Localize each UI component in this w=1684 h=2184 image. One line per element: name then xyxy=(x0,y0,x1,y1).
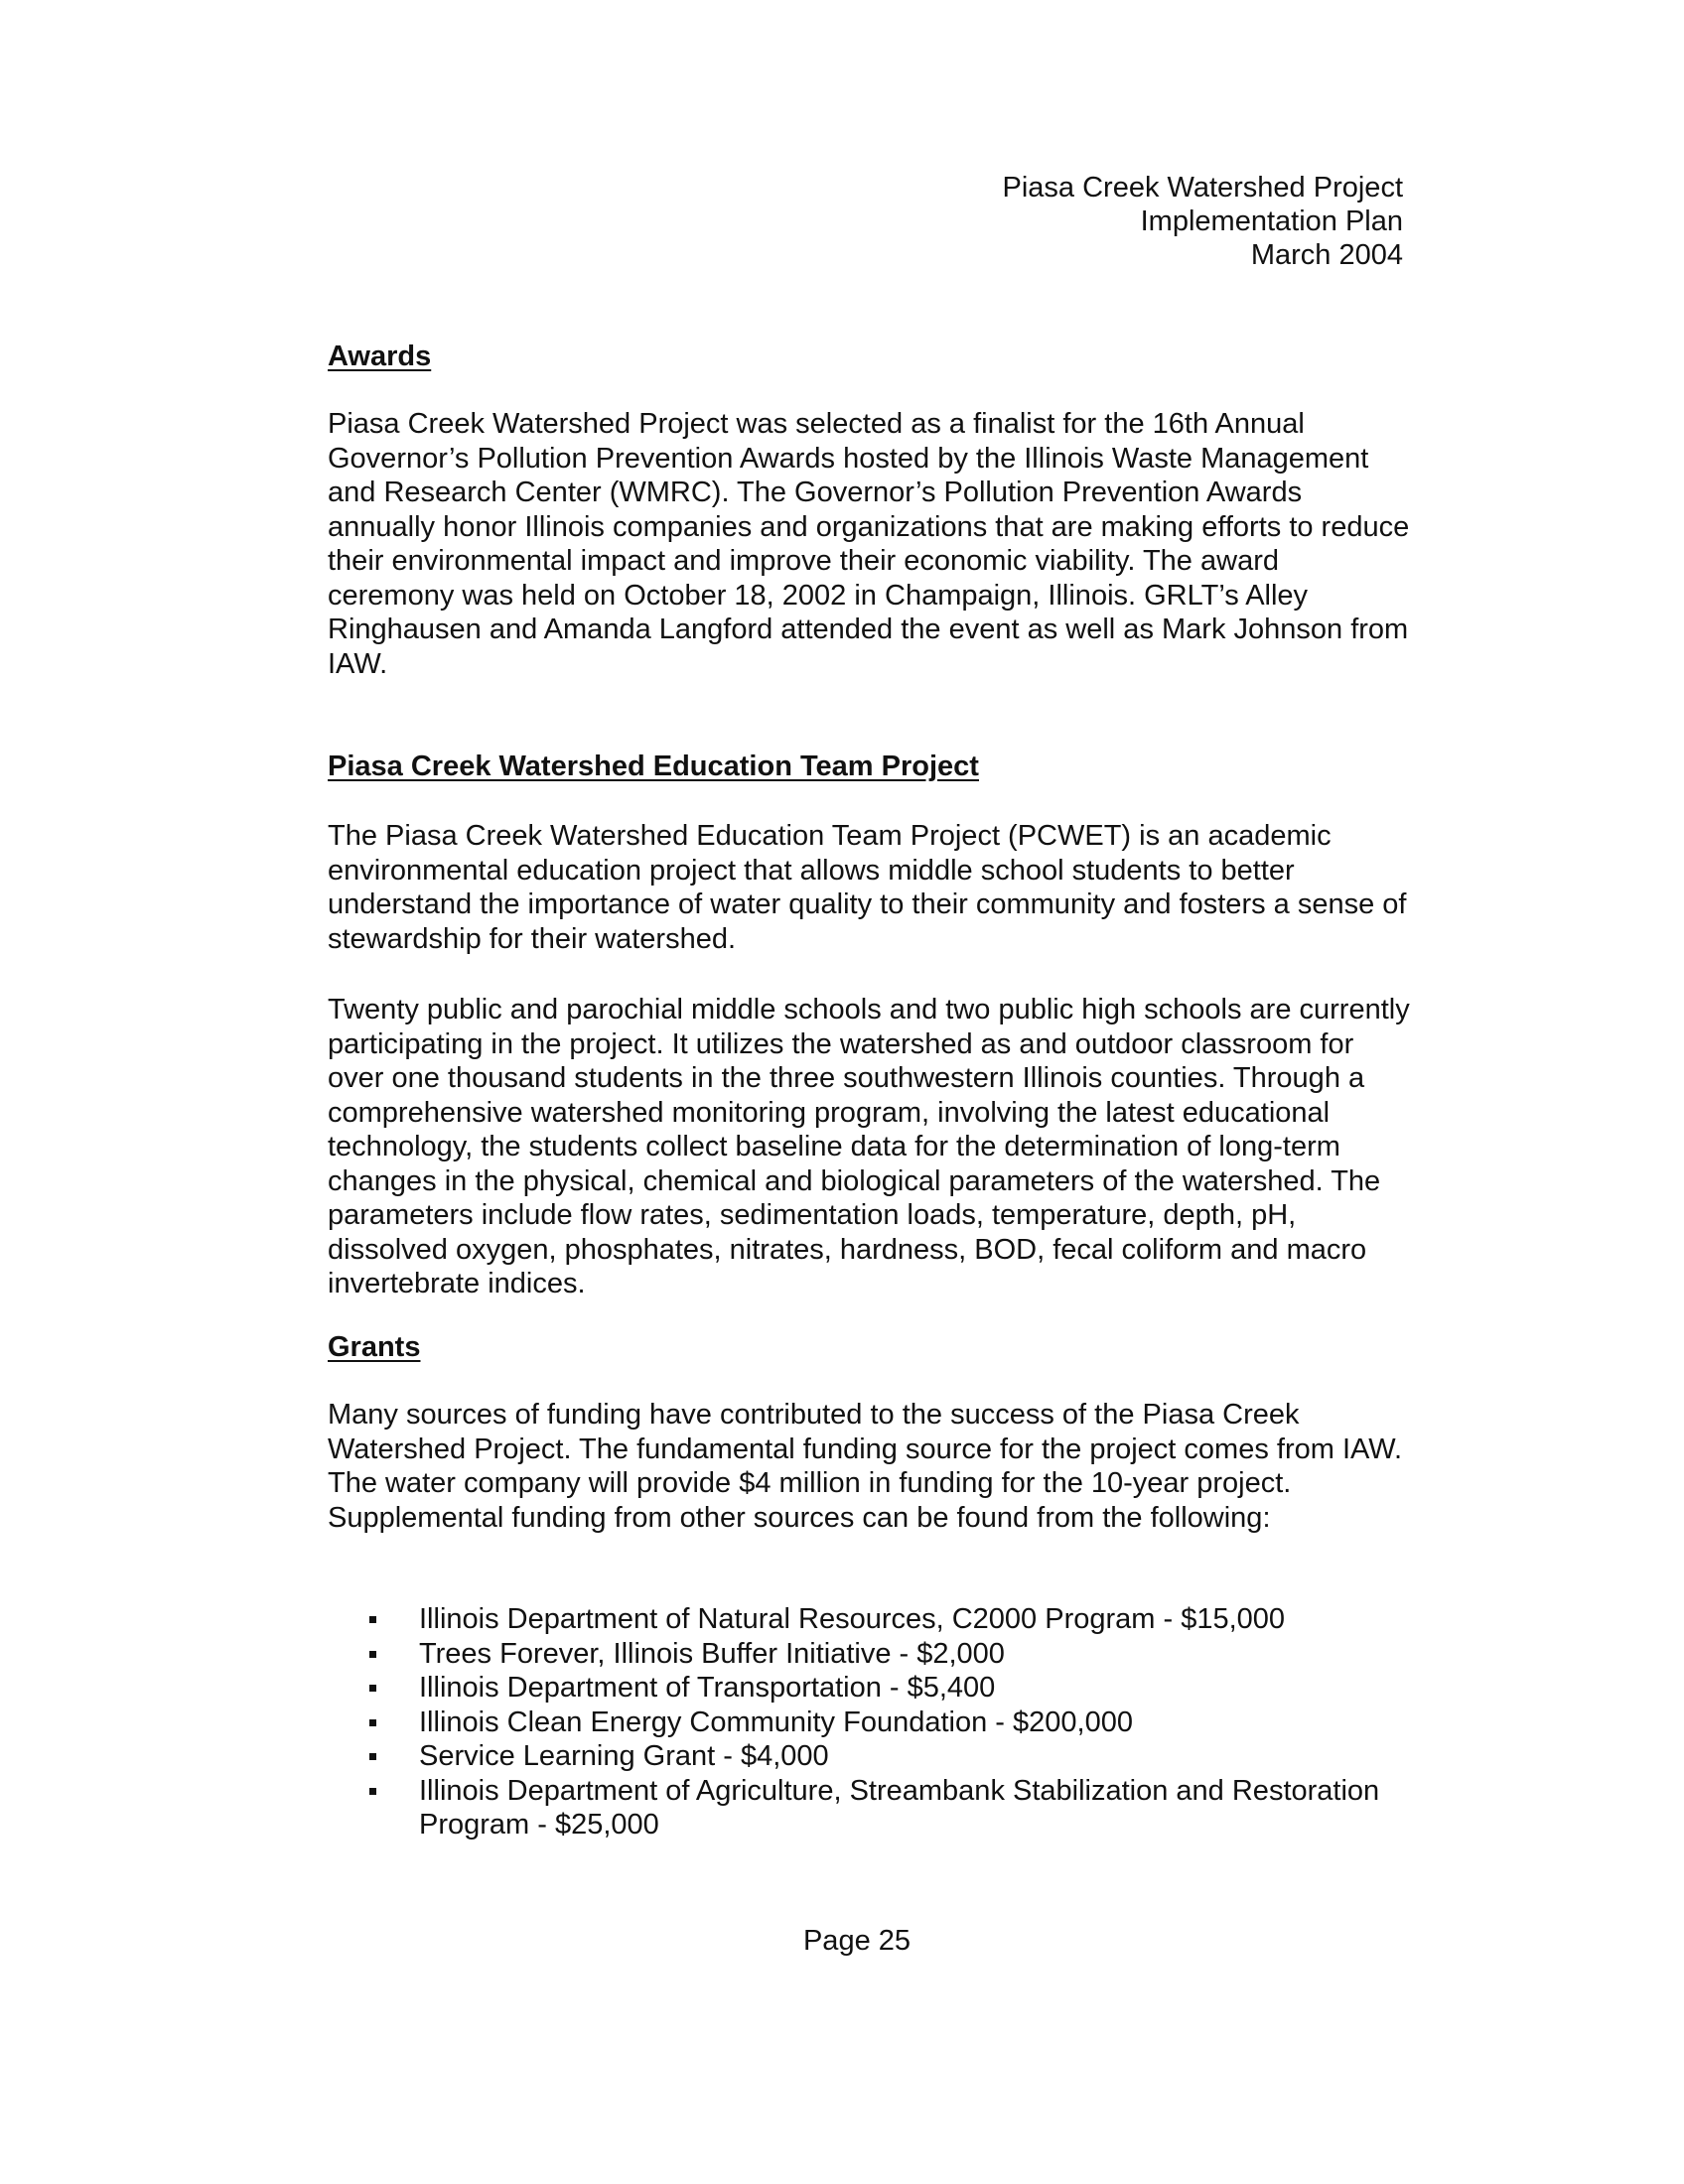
list-item xyxy=(369,1774,1382,1843)
list-item-text: Illinois Department of Natural Resources, C2000 Program - $15,000 xyxy=(419,1603,1286,1635)
document-header xyxy=(1003,171,1403,272)
list-item-text: Illinois Clean Energy Community Foundation - $200,000 xyxy=(419,1706,1133,1738)
square-bullet-icon xyxy=(369,1753,376,1760)
awards-heading: Awards xyxy=(328,341,432,372)
pcwet-paragraph-2: Twenty public and parochial middle schools and two public high schools are currently participating in the project. It utilizes the watershed as and outdoor classroom for over one thousand students in the three southwestern Illinois counties. Through a comprehensive watershed monitoring program, involving the latest educational technology, the students collect baseline data for the determination of long-term changes in the physical, chemical and biological parameters of the watershed. The parameters include flow rates, sedimentation loads, temperature, depth, pH, dissolved oxygen, phosphates, nitrates, hardness, BOD, fecal coliform and macro invertebrate indices. xyxy=(328,994,1410,1299)
pcwet-paragraph-1: The Piasa Creek Watershed Education Team Project (PCWET) is an academic environmental education project that allows middle school students to better understand the importance of water quality to their community and fosters a sense of stewardship for their watershed. xyxy=(328,820,1407,955)
list-item-text: Service Learning Grant - $4,000 xyxy=(419,1740,829,1772)
pcwet-section-intro xyxy=(328,819,1410,956)
grants-paragraph: Many sources of funding have contributed to the success of the Piasa Creek Watershed Project. The fundamental funding source for the project comes from IAW. The water company will provide $4 million in funding for the 10-year project. Supplemental funding from other sources can be found from the following: xyxy=(328,1399,1403,1534)
page-number: Page 25 xyxy=(802,1925,912,1957)
grants-funding-list xyxy=(369,1602,1382,1843)
square-bullet-icon xyxy=(369,1685,376,1692)
list-item-text: Trees Forever, Illinois Buffer Initiative - $2,000 xyxy=(419,1637,1005,1670)
header-date: March 2004 xyxy=(1250,239,1403,271)
list-item xyxy=(369,1671,1382,1706)
header-project-title: Piasa Creek Watershed Project xyxy=(1002,172,1403,204)
list-item-text: Illinois Department of Agriculture, Streambank Stabilization and Restoration Program - $25,000 xyxy=(419,1774,1380,1841)
awards-paragraph: Piasa Creek Watershed Project was selected as a finalist for the 16th Annual Governor’s Pollution Prevention Awards hosted by the Illinois Waste Management and Research Center (WMRC). The Governor’s Pollution Prevention Awards annually honor Illinois companies and organizations that are making efforts to reduce their environmental impact and improve their economic viability. The award ceremony was held on October 18, 2002 in Champaign, Illinois. GRLT’s Alley Ringhausen and Amanda Langford attended the event as well as Mark Johnson from IAW. xyxy=(328,408,1410,680)
square-bullet-icon xyxy=(369,1616,376,1623)
page-footer xyxy=(0,1924,1684,1958)
header-plan-title: Implementation Plan xyxy=(1140,205,1403,237)
square-bullet-icon xyxy=(369,1651,376,1658)
grants-heading: Grants xyxy=(328,1331,421,1363)
list-item xyxy=(369,1739,1382,1774)
list-item xyxy=(369,1602,1382,1637)
pcwet-section-detail xyxy=(328,993,1410,1301)
square-bullet-icon xyxy=(369,1788,376,1795)
square-bullet-icon xyxy=(369,1719,376,1726)
list-item xyxy=(369,1637,1382,1672)
pcwet-heading: Piasa Creek Watershed Education Team Project xyxy=(328,751,979,782)
awards-section xyxy=(328,407,1410,681)
list-item xyxy=(369,1706,1382,1740)
list-item-text: Illinois Department of Transportation - $5,400 xyxy=(419,1672,996,1704)
grants-section xyxy=(328,1398,1410,1535)
